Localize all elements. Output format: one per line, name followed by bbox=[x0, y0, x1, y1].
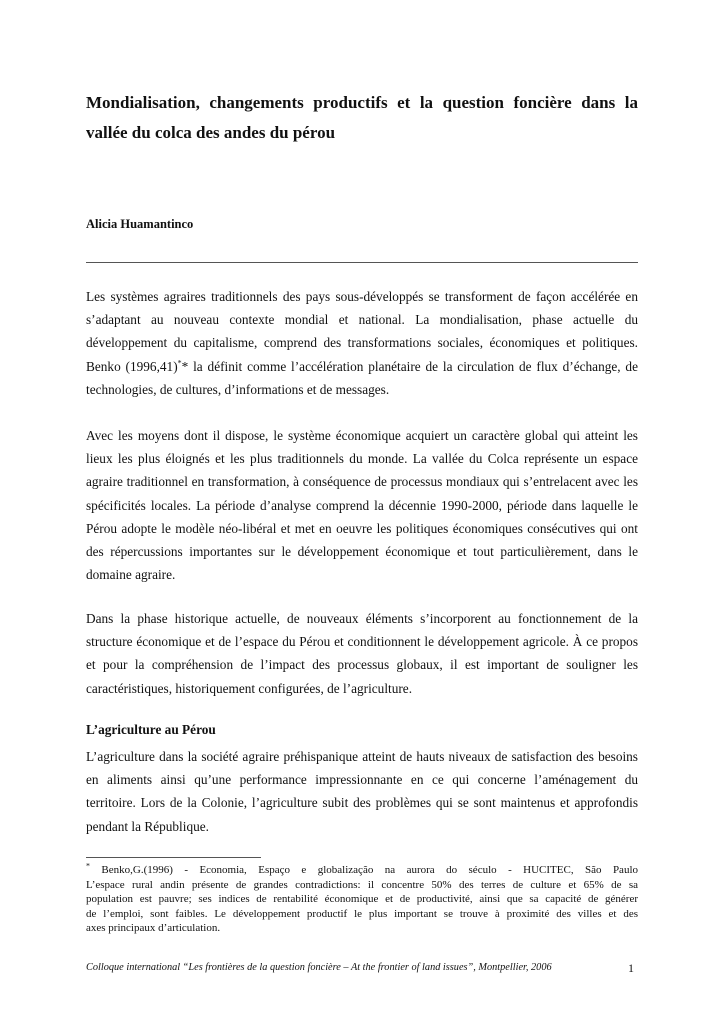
text-line: développement du capitalisme, comprend des transformations sociales, économiques et politiques. bbox=[86, 335, 638, 351]
section-heading: L’agriculture au Pérou bbox=[86, 722, 216, 737]
footnote bbox=[86, 863, 638, 936]
text-line: en aliments ainsi qu’une performance impressionnante en ce qui concerne l’aménagement du bbox=[86, 772, 638, 788]
page-footer: Colloque international “Les frontières de la question foncière – At the frontier of land issues”, Montpellier, 2006 bbox=[86, 962, 552, 973]
footnote-divider bbox=[86, 857, 261, 858]
text-line: lieux les plus éloignés et les plus traditionnels du monde. La vallée du Colca représente un espace bbox=[86, 451, 638, 467]
text-line: technologies, de cultures, d’informations et de messages. bbox=[86, 381, 390, 397]
paragraph-2 bbox=[86, 424, 638, 586]
text-line: Pérou adopte le modèle néo-libéral et met en oeuvre les politiques économiques consécutives qui ont bbox=[86, 520, 638, 536]
paragraph-4 bbox=[86, 745, 638, 838]
text-line: domaine agraire. bbox=[86, 567, 176, 583]
paragraph-3 bbox=[86, 607, 638, 700]
text-line: territoire. Lors de la Colonie, l’agriculture subit des problèmes qui se sont maintenus et approfondis bbox=[86, 795, 638, 811]
text-line: L’agriculture dans la société agraire préhispanique atteint de hauts niveaux de satisfaction des besoins bbox=[86, 749, 638, 764]
footnote-marker: * bbox=[86, 861, 90, 871]
text-line: des répercussions importantes sur le développement économique et tout particulièrement, dans le bbox=[86, 543, 638, 559]
text-line: Les systèmes agraires traditionnels des pays sous-développés se transforment de façon accélérée en bbox=[86, 289, 638, 304]
text-line: population est pauvre; ses indices de rentabilité économique et de productivité, ainsi que sa capacité de générer bbox=[86, 893, 638, 906]
text-line: Avec les moyens dont il dispose, le système économique acquiert un caractère global qui atteint les bbox=[86, 428, 638, 443]
text-line: caractéristiques, historiquement configurées, de l’agriculture. bbox=[86, 680, 413, 696]
text-line: spécificités locales. La période d’analyse comprend la décennie 1990-2000, période dans laquelle le bbox=[86, 497, 638, 513]
document-title bbox=[86, 88, 638, 148]
text-line: Benko (1996,41)** la définit comme l’accélération planétaire de la circulation de flux d’échange, de bbox=[86, 358, 638, 374]
title-line: Mondialisation, changements productifs et la question foncière dans la bbox=[86, 93, 638, 112]
text-line: * Benko,G.(1996) - Economia, Espaço e globalização na aurora do século - HUCITEC, São Paulo bbox=[86, 861, 638, 876]
text-line: de l’emploi, sont faibles. Le développement productif le plus important se trouve à proximité des villes et des bbox=[86, 907, 638, 920]
text-line: agraire traditionnel en transformation, à conséquence de processus mondiaux qui s’entrelacent avec les bbox=[86, 474, 638, 490]
title-line: vallée du colca des andes du pérou bbox=[86, 123, 336, 142]
paragraph-1 bbox=[86, 285, 638, 401]
text-line: axes principaux d’articulation. bbox=[86, 922, 221, 935]
text-line: structure économique et de l’espace du Pérou et conditionnent le développement agricole. À ce propos bbox=[86, 634, 638, 650]
author-name: Alicia Huamantinco bbox=[86, 217, 194, 231]
divider bbox=[86, 262, 638, 263]
page-number: 1 bbox=[628, 961, 634, 975]
text-line: L’espace rural andin présente de grandes contradictions: il concentre 50% des terres de culture et 65% de sa bbox=[86, 878, 638, 891]
text-line: Dans la phase historique actuelle, de nouveaux éléments s’incorporent au fonctionnement de la bbox=[86, 611, 638, 626]
text-line: s’adaptant au nouveau contexte mondial et national. La mondialisation, phase actuelle du bbox=[86, 312, 638, 328]
footnote-marker: * bbox=[177, 358, 182, 368]
text-line: et pour la compréhension de l’impact des processus globaux, il est important de souligner les bbox=[86, 657, 638, 673]
text-line: pendant la République. bbox=[86, 818, 209, 834]
